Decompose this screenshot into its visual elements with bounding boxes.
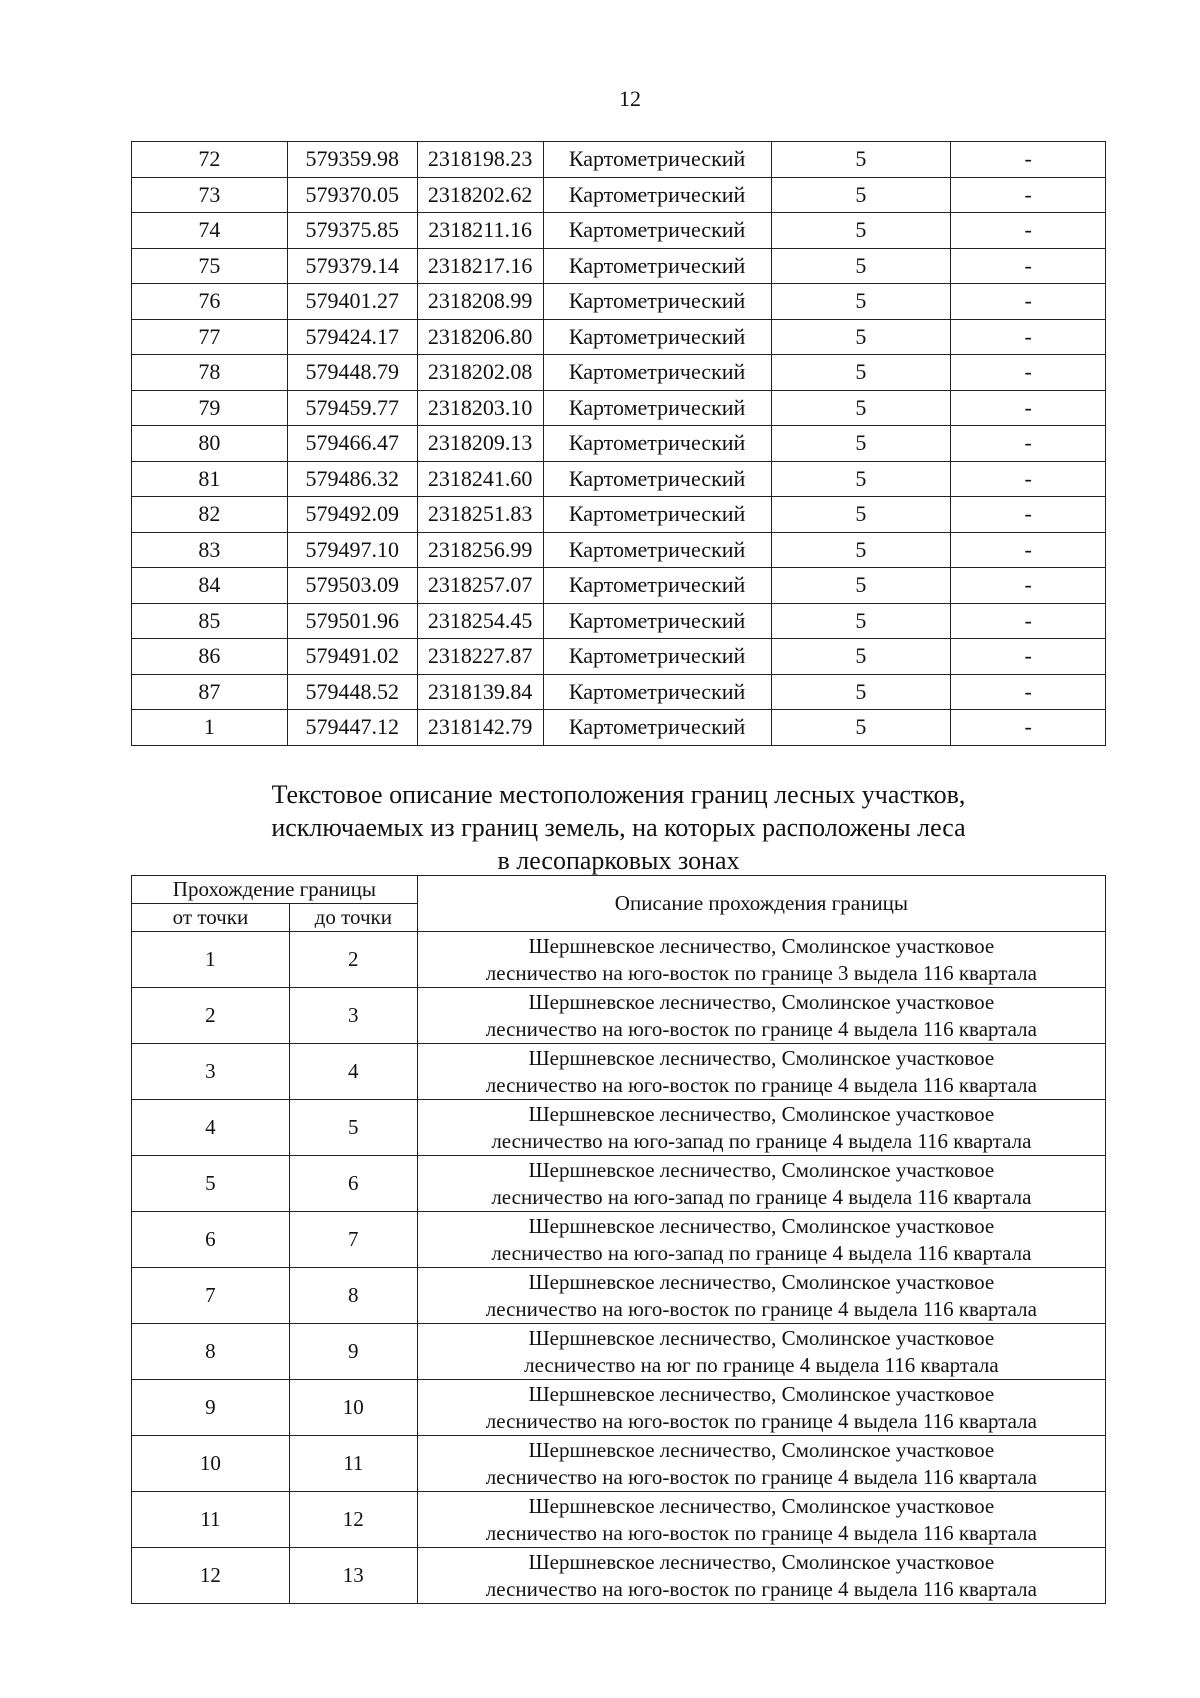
cell-accuracy: 5	[771, 177, 951, 213]
cell-to-point: 4	[289, 1044, 417, 1100]
cell-coord-y: 2318256.99	[417, 532, 543, 568]
cell-coord-x: 579503.09	[287, 568, 417, 604]
cell-note: -	[951, 710, 1106, 746]
cell-point-number: 75	[132, 248, 288, 284]
cell-method: Картометрический	[543, 674, 771, 710]
boundary-table-header	[132, 876, 1106, 932]
header-boundary-description: Описание прохождения границы	[417, 876, 1105, 932]
cell-coord-x: 579375.85	[287, 213, 417, 249]
cell-boundary-description	[417, 1044, 1105, 1100]
cell-coord-x: 579492.09	[287, 497, 417, 533]
cell-boundary-description	[417, 1380, 1105, 1436]
cell-coord-y: 2318203.10	[417, 390, 543, 426]
cell-boundary-description	[417, 1268, 1105, 1324]
cell-from-point: 7	[132, 1268, 290, 1324]
cell-point-number: 82	[132, 497, 288, 533]
cell-coord-y: 2318227.87	[417, 639, 543, 675]
table-row	[132, 1380, 1106, 1436]
cell-to-point: 12	[289, 1492, 417, 1548]
cell-accuracy: 5	[771, 142, 951, 178]
table-row	[132, 1100, 1106, 1156]
table-row	[132, 177, 1106, 213]
table-row	[132, 213, 1106, 249]
cell-boundary-description	[417, 1324, 1105, 1380]
description-line-1: Шершневское лесничество, Смолинское участковое	[528, 1269, 995, 1294]
cell-accuracy: 5	[771, 248, 951, 284]
description-line-2: лесничество на юго-восток по границе 4 выдела 116 квартала	[485, 1072, 1037, 1097]
table-row	[132, 988, 1106, 1044]
table-row	[132, 568, 1106, 604]
cell-boundary-description	[417, 1548, 1105, 1604]
cell-boundary-description	[417, 1212, 1105, 1268]
section-title	[131, 778, 1106, 877]
cell-boundary-description	[417, 988, 1105, 1044]
cell-accuracy: 5	[771, 497, 951, 533]
cell-note: -	[951, 461, 1106, 497]
cell-method: Картометрический	[543, 426, 771, 462]
table-row	[132, 284, 1106, 320]
cell-note: -	[951, 603, 1106, 639]
boundary-table-body	[132, 932, 1106, 1604]
cell-note: -	[951, 532, 1106, 568]
section-title-line-3: в лесопарковых зонах	[497, 846, 740, 875]
table-row	[132, 1212, 1106, 1268]
cell-point-number: 76	[132, 284, 288, 320]
section-title-line-1: Текстовое описание местоположения границ лесных участков,	[271, 780, 966, 809]
cell-accuracy: 5	[771, 674, 951, 710]
description-line-2: лесничество на юго-восток по границе 4 выдела 116 квартала	[485, 1016, 1037, 1041]
cell-point-number: 85	[132, 603, 288, 639]
cell-coord-x: 579466.47	[287, 426, 417, 462]
description-line-2: лесничество на юго-восток по границе 4 выдела 116 квартала	[485, 1296, 1037, 1321]
table-row	[132, 248, 1106, 284]
cell-from-point: 11	[132, 1492, 290, 1548]
cell-coord-y: 2318202.62	[417, 177, 543, 213]
cell-coord-x: 579359.98	[287, 142, 417, 178]
cell-coord-y: 2318217.16	[417, 248, 543, 284]
table-row	[132, 1268, 1106, 1324]
cell-coord-x: 579491.02	[287, 639, 417, 675]
cell-accuracy: 5	[771, 603, 951, 639]
cell-to-point: 13	[289, 1548, 417, 1604]
table-row	[132, 710, 1106, 746]
cell-point-number: 80	[132, 426, 288, 462]
cell-point-number: 77	[132, 319, 288, 355]
cell-coord-y: 2318211.16	[417, 213, 543, 249]
cell-coord-x: 579447.12	[287, 710, 417, 746]
cell-to-point: 6	[289, 1156, 417, 1212]
cell-point-number: 72	[132, 142, 288, 178]
cell-to-point: 10	[289, 1380, 417, 1436]
description-line-1: Шершневское лесничество, Смолинское участковое	[528, 933, 995, 958]
cell-accuracy: 5	[771, 390, 951, 426]
cell-to-point: 8	[289, 1268, 417, 1324]
table-row	[132, 639, 1106, 675]
description-line-1: Шершневское лесничество, Смолинское участковое	[528, 1157, 995, 1182]
cell-note: -	[951, 568, 1106, 604]
cell-to-point: 3	[289, 988, 417, 1044]
cell-from-point: 3	[132, 1044, 290, 1100]
cell-from-point: 1	[132, 932, 290, 988]
cell-coord-y: 2318241.60	[417, 461, 543, 497]
table-row	[132, 355, 1106, 391]
description-line-2: лесничество на юго-запад по границе 4 выдела 116 квартала	[491, 1240, 1032, 1265]
cell-note: -	[951, 674, 1106, 710]
description-line-1: Шершневское лесничество, Смолинское участковое	[528, 1381, 995, 1406]
cell-accuracy: 5	[771, 532, 951, 568]
table-row	[132, 142, 1106, 178]
cell-point-number: 87	[132, 674, 288, 710]
description-line-1: Шершневское лесничество, Смолинское участковое	[528, 1437, 995, 1462]
cell-to-point: 11	[289, 1436, 417, 1492]
table-row	[132, 932, 1106, 988]
cell-point-number: 74	[132, 213, 288, 249]
table-row	[132, 319, 1106, 355]
cell-point-number: 83	[132, 532, 288, 568]
coordinates-table	[131, 141, 1106, 746]
cell-coord-y: 2318257.07	[417, 568, 543, 604]
cell-coord-x: 579448.79	[287, 355, 417, 391]
description-line-2: лесничество на юго-восток по границе 4 выдела 116 квартала	[485, 1520, 1037, 1545]
page-number: 12	[619, 86, 641, 111]
cell-accuracy: 5	[771, 568, 951, 604]
cell-note: -	[951, 177, 1106, 213]
table-row	[132, 1156, 1106, 1212]
cell-method: Картометрический	[543, 142, 771, 178]
cell-coord-y: 2318209.13	[417, 426, 543, 462]
cell-boundary-description	[417, 1492, 1105, 1548]
cell-coord-x: 579379.14	[287, 248, 417, 284]
cell-coord-y: 2318251.83	[417, 497, 543, 533]
cell-from-point: 8	[132, 1324, 290, 1380]
description-line-2: лесничество на юго-восток по границе 3 выдела 116 квартала	[485, 960, 1037, 985]
description-line-2: лесничество на юго-восток по границе 4 выдела 116 квартала	[485, 1576, 1037, 1601]
cell-boundary-description	[417, 1156, 1105, 1212]
cell-method: Картометрический	[543, 603, 771, 639]
cell-note: -	[951, 213, 1106, 249]
cell-point-number: 86	[132, 639, 288, 675]
cell-from-point: 9	[132, 1380, 290, 1436]
cell-method: Картометрический	[543, 213, 771, 249]
cell-from-point: 6	[132, 1212, 290, 1268]
cell-coord-y: 2318254.45	[417, 603, 543, 639]
cell-note: -	[951, 284, 1106, 320]
cell-boundary-description	[417, 932, 1105, 988]
cell-method: Картометрический	[543, 355, 771, 391]
cell-coord-y: 2318206.80	[417, 319, 543, 355]
cell-method: Картометрический	[543, 497, 771, 533]
cell-method: Картометрический	[543, 461, 771, 497]
cell-coord-x: 579401.27	[287, 284, 417, 320]
description-line-1: Шершневское лесничество, Смолинское участковое	[528, 1101, 995, 1126]
description-line-1: Шершневское лесничество, Смолинское участковое	[528, 1493, 995, 1518]
table-row	[132, 1324, 1106, 1380]
cell-note: -	[951, 497, 1106, 533]
cell-method: Картометрический	[543, 390, 771, 426]
cell-accuracy: 5	[771, 355, 951, 391]
cell-accuracy: 5	[771, 319, 951, 355]
header-to-point: до точки	[289, 904, 417, 932]
cell-coord-x: 579497.10	[287, 532, 417, 568]
table-row	[132, 461, 1106, 497]
cell-note: -	[951, 639, 1106, 675]
cell-point-number: 79	[132, 390, 288, 426]
cell-point-number: 84	[132, 568, 288, 604]
cell-boundary-description	[417, 1100, 1105, 1156]
cell-from-point: 10	[132, 1436, 290, 1492]
cell-method: Картометрический	[543, 248, 771, 284]
table-row	[132, 390, 1106, 426]
cell-method: Картометрический	[543, 710, 771, 746]
table-row	[132, 674, 1106, 710]
cell-note: -	[951, 390, 1106, 426]
cell-coord-y: 2318142.79	[417, 710, 543, 746]
cell-coord-y: 2318198.23	[417, 142, 543, 178]
table-row	[132, 426, 1106, 462]
cell-point-number: 1	[132, 710, 288, 746]
description-line-1: Шершневское лесничество, Смолинское участковое	[528, 989, 995, 1014]
cell-to-point: 5	[289, 1100, 417, 1156]
cell-from-point: 5	[132, 1156, 290, 1212]
cell-method: Картометрический	[543, 639, 771, 675]
cell-to-point: 9	[289, 1324, 417, 1380]
table-row	[132, 1044, 1106, 1100]
table-row	[132, 1436, 1106, 1492]
boundary-description-table	[131, 875, 1106, 1604]
description-line-2: лесничество на юг по границе 4 выдела 116 квартала	[524, 1352, 999, 1377]
cell-method: Картометрический	[543, 568, 771, 604]
cell-note: -	[951, 426, 1106, 462]
description-line-1: Шершневское лесничество, Смолинское участковое	[528, 1045, 995, 1070]
cell-coord-y: 2318202.08	[417, 355, 543, 391]
description-line-2: лесничество на юго-запад по границе 4 выдела 116 квартала	[491, 1128, 1032, 1153]
cell-note: -	[951, 355, 1106, 391]
cell-coord-x: 579501.96	[287, 603, 417, 639]
cell-point-number: 73	[132, 177, 288, 213]
cell-accuracy: 5	[771, 284, 951, 320]
cell-coord-y: 2318208.99	[417, 284, 543, 320]
cell-method: Картометрический	[543, 319, 771, 355]
cell-from-point: 12	[132, 1548, 290, 1604]
description-line-2: лесничество на юго-запад по границе 4 выдела 116 квартала	[491, 1184, 1032, 1209]
cell-accuracy: 5	[771, 639, 951, 675]
cell-coord-x: 579424.17	[287, 319, 417, 355]
cell-from-point: 4	[132, 1100, 290, 1156]
description-line-2: лесничество на юго-восток по границе 4 выдела 116 квартала	[485, 1408, 1037, 1433]
header-boundary-passage: Прохождение границы	[132, 876, 418, 904]
table-row	[132, 532, 1106, 568]
description-line-2: лесничество на юго-восток по границе 4 выдела 116 квартала	[485, 1464, 1037, 1489]
cell-accuracy: 5	[771, 426, 951, 462]
description-line-1: Шершневское лесничество, Смолинское участковое	[528, 1213, 995, 1238]
cell-accuracy: 5	[771, 710, 951, 746]
cell-note: -	[951, 248, 1106, 284]
table-row	[132, 1492, 1106, 1548]
cell-method: Картометрический	[543, 177, 771, 213]
header-from-point: от точки	[132, 904, 290, 932]
cell-coord-x: 579486.32	[287, 461, 417, 497]
cell-accuracy: 5	[771, 461, 951, 497]
table-row	[132, 1548, 1106, 1604]
section-title-line-2: исключаемых из границ земель, на которых расположены леса	[271, 813, 966, 842]
cell-coord-x: 579448.52	[287, 674, 417, 710]
cell-note: -	[951, 319, 1106, 355]
cell-coord-y: 2318139.84	[417, 674, 543, 710]
cell-boundary-description	[417, 1436, 1105, 1492]
table-row	[132, 603, 1106, 639]
cell-to-point: 2	[289, 932, 417, 988]
description-line-1: Шершневское лесничество, Смолинское участковое	[528, 1549, 995, 1574]
table-row	[132, 497, 1106, 533]
cell-coord-x: 579370.05	[287, 177, 417, 213]
description-line-1: Шершневское лесничество, Смолинское участковое	[528, 1325, 995, 1350]
cell-coord-x: 579459.77	[287, 390, 417, 426]
cell-note: -	[951, 142, 1106, 178]
cell-point-number: 78	[132, 355, 288, 391]
cell-from-point: 2	[132, 988, 290, 1044]
cell-to-point: 7	[289, 1212, 417, 1268]
cell-method: Картометрический	[543, 532, 771, 568]
cell-point-number: 81	[132, 461, 288, 497]
coordinates-table-body	[132, 142, 1106, 746]
cell-accuracy: 5	[771, 213, 951, 249]
cell-method: Картометрический	[543, 284, 771, 320]
